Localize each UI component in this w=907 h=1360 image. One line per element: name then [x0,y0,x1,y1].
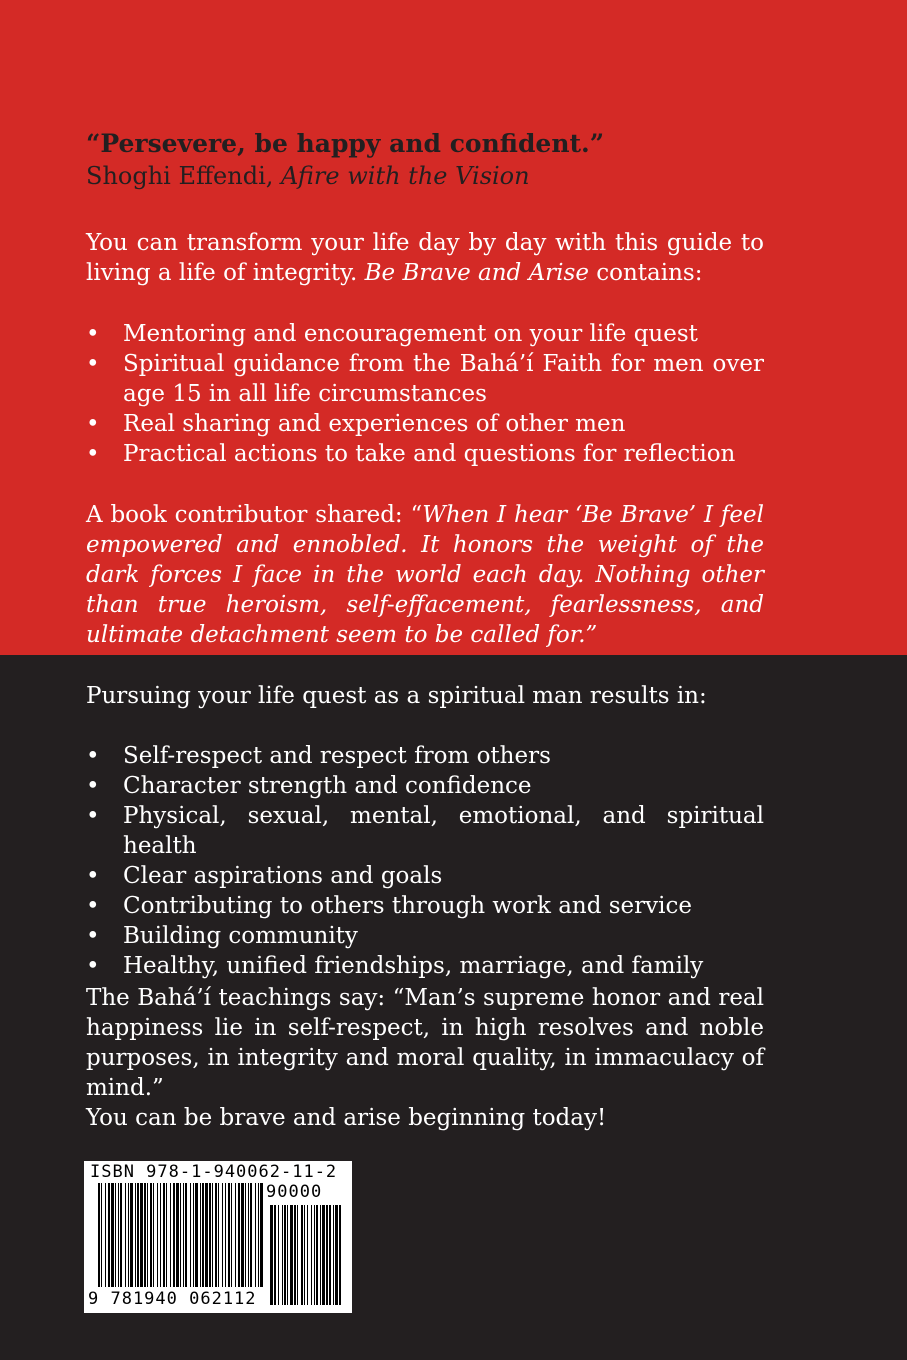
contains-item [86,409,764,439]
isbn-barcode [84,1161,352,1313]
contains-item [86,319,764,349]
barcode-bar [235,1183,236,1287]
bullet-mark: • [86,773,100,799]
addon-bar [287,1205,288,1305]
epigraph-attribution [86,160,764,192]
barcode-bar [144,1183,146,1287]
addon-bar [294,1205,296,1305]
results-item [86,951,764,981]
results-item-text: Physical, sexual, mental, emotional, and spiritual health [123,803,764,859]
barcode-bar [205,1183,208,1287]
barcode-bar [180,1183,181,1287]
barcode-bar [140,1183,143,1287]
results-item-text: Healthy, unified friendships, marriage, and family [123,953,704,979]
intro-book-title: Be Brave and Arise [364,260,589,286]
barcode-bar [166,1183,167,1287]
barcode-bar [101,1183,102,1287]
closing-block [86,1103,764,1133]
barcode-bar [111,1183,114,1287]
addon-bar [284,1205,286,1305]
contains-list [86,319,764,469]
bullet-mark: • [86,411,100,437]
results-item-text: Contributing to others through work and service [123,893,693,919]
results-item-text: Character strength and confidence [123,773,532,799]
barcode-bar [260,1183,263,1287]
barcode-bar [195,1183,198,1287]
contains-item [86,439,764,469]
epigraph-quote: “Persevere, be happy and confident.” [86,129,605,158]
bullet-mark: • [86,441,100,467]
contains-item-text: Real sharing and experiences of other men [123,411,626,437]
barcode-bar [250,1183,252,1287]
barcode-bar [176,1183,179,1287]
barcode-bar [105,1183,106,1287]
intro-text-end: contains: [588,260,703,286]
quote-block [86,128,764,192]
barcode-bar [115,1183,116,1287]
addon-bar [322,1205,325,1305]
barcode-bar [209,1183,211,1287]
addon-bar [316,1205,318,1305]
barcode-bar [170,1183,171,1287]
barcode-bar [212,1183,213,1287]
contains-list-block [86,319,764,469]
contains-item [86,349,764,409]
barcode-bar [98,1183,100,1287]
barcode-bar [238,1183,240,1287]
contains-item-text: Practical actions to take and questions for reflection [123,441,736,467]
barcode-bar [255,1183,256,1287]
price-code-label: 90000 [266,1182,323,1202]
isbn-label: ISBN 978-1-940062-11-2 [90,1162,338,1182]
results-item [86,861,764,891]
barcode-bar [150,1183,152,1287]
results-list [86,741,764,981]
barcode-bar [147,1183,148,1287]
teachings-block [86,983,764,1103]
barcode-bar [200,1183,201,1287]
barcode-bar [160,1183,161,1287]
intro-text-start: You can transform your life day by day with this guide to living a life of integrity. [86,230,764,286]
bullet-mark: • [86,321,100,347]
contributor-lead: A book contributor shared: “ [86,502,423,528]
contains-item-text: Spiritual guidance from the Bahá’í Faith for men over age 15 in all life circumstances [123,351,764,407]
results-item-text: Clear aspirations and goals [123,863,443,889]
contributor-paragraph [86,500,764,650]
addon-bar [333,1205,334,1305]
barcode-bar [157,1183,158,1287]
addon-bar [304,1205,305,1305]
barcode-bar [258,1183,259,1287]
addon-bar [290,1205,293,1305]
barcode-bar [137,1183,139,1287]
red-upper-panel [0,0,907,655]
barcode-bar [173,1183,175,1287]
barcode-bar [245,1183,246,1287]
barcode-bar [202,1183,204,1287]
barcode-bar [163,1183,165,1287]
addon-bar [278,1205,279,1305]
bullet-mark: • [86,351,100,377]
barcode-bar [193,1183,194,1287]
barcode-bar [183,1183,184,1287]
barcode-bar [228,1183,230,1287]
addon-bar [329,1205,331,1305]
results-item [86,891,764,921]
barcode-bar [185,1183,187,1287]
ean-number: 9 781940 062112 [88,1289,257,1309]
barcode-bar [108,1183,110,1287]
addon-bar [307,1205,308,1305]
barcode-bar [218,1183,219,1287]
barcode-bar [248,1183,249,1287]
results-item-text: Self-respect and respect from others [123,743,551,769]
barcode-bar [120,1183,122,1287]
barcode-bar [128,1183,129,1287]
barcode-bar [225,1183,226,1287]
addon-bar [282,1205,283,1305]
results-item [86,741,764,771]
results-item [86,801,764,861]
intro-paragraph [86,228,764,288]
results-intro: Pursuing your life quest as a spiritual man results in: [86,683,707,709]
barcode-bar [135,1183,136,1287]
contains-item-text: Mentoring and encouragement on your life quest [123,321,698,347]
results-intro-block [86,681,764,711]
addon-bar [274,1205,276,1305]
addon-bar [320,1205,321,1305]
addon-bar [335,1205,338,1305]
results-list-block [86,741,764,981]
barcode-bar [125,1183,126,1287]
barcode-bar [190,1183,191,1287]
bullet-mark: • [86,923,100,949]
barcode-bar [241,1183,244,1287]
contributor-block [86,500,764,650]
contributor-quote: When I hear ‘Be Brave’ I feel empowered and ennobled. It honors the weight of the dark forces I face in the world each day. Nothing other than true heroism, self-effacement, fearlessness, and ultimate detachment seem to be called for.” [86,502,764,648]
addon-bar [301,1205,303,1305]
addon-bar [326,1205,328,1305]
barcode-bar [222,1183,223,1287]
intro-block [86,228,764,288]
results-item [86,771,764,801]
addon-bar [297,1205,298,1305]
bullet-mark: • [86,953,100,979]
barcode-bar [118,1183,119,1287]
addon-bar [339,1205,341,1305]
attribution-author: Shoghi Effendi, [86,162,281,190]
barcode-bar [153,1183,154,1287]
barcode-bar [231,1183,232,1287]
bullet-mark: • [86,743,100,769]
addon-bar [270,1205,273,1305]
teachings-paragraph: The Bahá’í teachings say: “Man’s supreme honor and real happiness lie in self-respect, in high resolves and noble purposes, in integrity and moral quality, in immaculacy of mind.” [86,985,764,1101]
bullet-mark: • [86,863,100,889]
closing-line: You can be brave and arise beginning today! [86,1105,607,1131]
barcode-bar [215,1183,217,1287]
results-item [86,921,764,951]
results-item-text: Building community [123,923,358,949]
bullet-mark: • [86,803,100,829]
addon-bar [314,1205,315,1305]
addon-bar [311,1205,312,1305]
attribution-work: Afire with the Vision [281,162,530,190]
bullet-mark: • [86,893,100,919]
barcode-bar [130,1183,133,1287]
